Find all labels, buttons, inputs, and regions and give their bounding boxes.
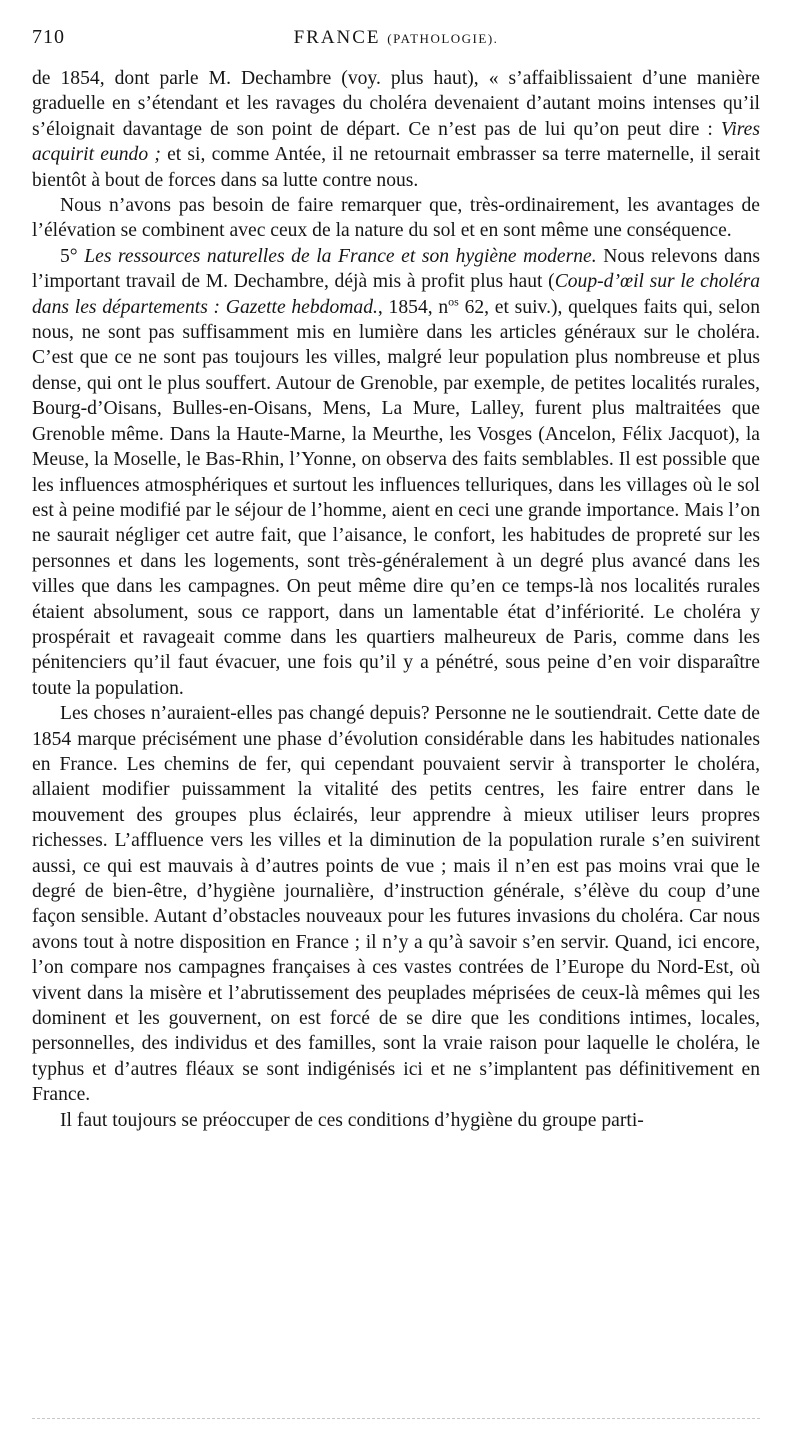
superscript-text: os	[448, 294, 459, 309]
text-run: 5°	[60, 245, 85, 267]
text-run: 62, et suiv.), quelques faits qui, selon nous, ne sont pas suffisamment mis en lumière dans les articles généraux sur le choléra. C’est que ce ne sont pas toujours les villes, malgré leur population plus nombreuse et plus dense, qui ont le plus souffert. Autour de Grenoble, par exemple, de petites localités rurales, Bourg-d’Oisans, Bulles-en-Oisans, Mens, La Mure, Lalley, furent plus maltraitées que Grenoble même. Dans la Haute-Marne, la Meurthe, les Vosges (Ancelon, Félix Jacquot), la Meuse, la Moselle, le Bas-Rhin, l’Yonne, on observa des faits semblables. Il est possible que les influences atmosphériques et surtout les influences telluriques, dans les villages où le sol est à peine modifié par le séjour de l’homme, aient en ceci une grande importance. Mais l’on ne saurait négliger cet autre fait, que l’aisance, le confort, les habitudes de propreté sur les personnes et dans les logements, sont très-généralement à un degré plus avancé dans les villes que dans les campagnes. On peut même dire qu’en ce temps-là nos localités rurales étaient absolument, sous ce rapport, dans un lamentable état d’infériorité. Le choléra y prospérait et ravageait comme dans les quartiers malheureux de Paris, comme dans les pénitenciers qu’il faut évacuer, une fois qu’il y a pénétré, sous peine d’en voir disparaître toute la population.	[32, 296, 760, 699]
paragraph	[32, 193, 760, 244]
running-title-main: FRANCE	[293, 27, 381, 48]
document-page	[32, 26, 760, 1133]
running-title-sub: (PATHOLOGIE).	[387, 31, 499, 46]
paragraph	[32, 1108, 760, 1133]
page-number: 710	[32, 26, 65, 48]
paragraph	[32, 701, 760, 1108]
text-run: de 1854, dont parle M. Dechambre (voy. plus haut), « s’affaiblissaient d’une manière graduelle en s’étendant et les ravages du choléra devenaient d’autant moins intenses qu’il s’éloignait davantage de son point de départ. Ce n’est pas de lui qu’on peut dire :	[32, 68, 760, 140]
text-run: Nous relevons dans l’important travail de M. Dechambre, déjà mis à profit plus haut (	[32, 245, 761, 293]
text-run: Les choses n’auraient-elles pas changé depuis? Personne ne le soutiendrait. Cette date de 1854 marque précisément une phase d’évolution considérable dans les habitudes nationales en France. Les chemins de fer, qui cependant pouvaient servir à transporter le choléra, allaient modifier puissamment la vitalité des petits centres, les faire entrer dans le mouvement des groupes plus éclairés, leur apprendre à mieux utiliser leurs propres richesses. L’affluence vers les villes et la diminution de la population rurale s’en suivirent aussi, ce qui est mauvais à d’autres points de vue ; mais il n’en est pas moins vrai que le degré de bien-être, d’hygiène journalière, d’instruction générale, s’élève du coup d’une façon sensible. Autant d’obstacles nouveaux pour les futures invasions du choléra. Car nous avons tout à notre disposition en France ; il n’y a qu’à savoir s’en servir. Quand, ici encore, l’on compare nos campagnes françaises à ces vastes contrées de l’Europe du Nord-Est, où vivent dans la misère et l’abrutissement des peuplades méprisées de ceux-là mêmes qui les dominent et les gouvernent, on est forcé de se dire que les conditions intimes, locales, personnelles, des individus et des familles, sont la vraie raison pour laquelle le choléra, le typhus et d’autres fléaux se sont indigénisés ici et ne s’implantent pas définitivement en France.	[32, 703, 760, 1106]
text-run: , 1854, n	[377, 296, 449, 318]
text-run: Nous n’avons pas besoin de faire remarquer que, très-ordinairement, les avantages de l’élévation se combinent avec ceux de la nature du sol et en sont même une conséquence.	[32, 195, 760, 242]
italic-text: Vires acquirit eundo ;	[32, 118, 760, 166]
paragraph	[32, 244, 760, 701]
italic-text: Les ressources naturelles de la France et son hygiène moderne.	[84, 245, 597, 267]
page-footer-rule	[32, 1418, 760, 1419]
text-run: et si, comme Antée, il ne retournait embrasser sa terre maternelle, il serait bientôt à bout de forces dans sa lutte contre nous.	[32, 144, 761, 191]
text-run: Il faut toujours se préoccuper de ces conditions d’hygiène du groupe parti-	[60, 1109, 644, 1131]
italic-text: Coup-d’œil sur le choléra dans les départements : Gazette hebdomad.	[32, 271, 761, 318]
running-header	[32, 26, 760, 66]
paragraph	[32, 66, 760, 193]
body-text	[32, 66, 760, 1133]
running-title	[92, 27, 760, 49]
